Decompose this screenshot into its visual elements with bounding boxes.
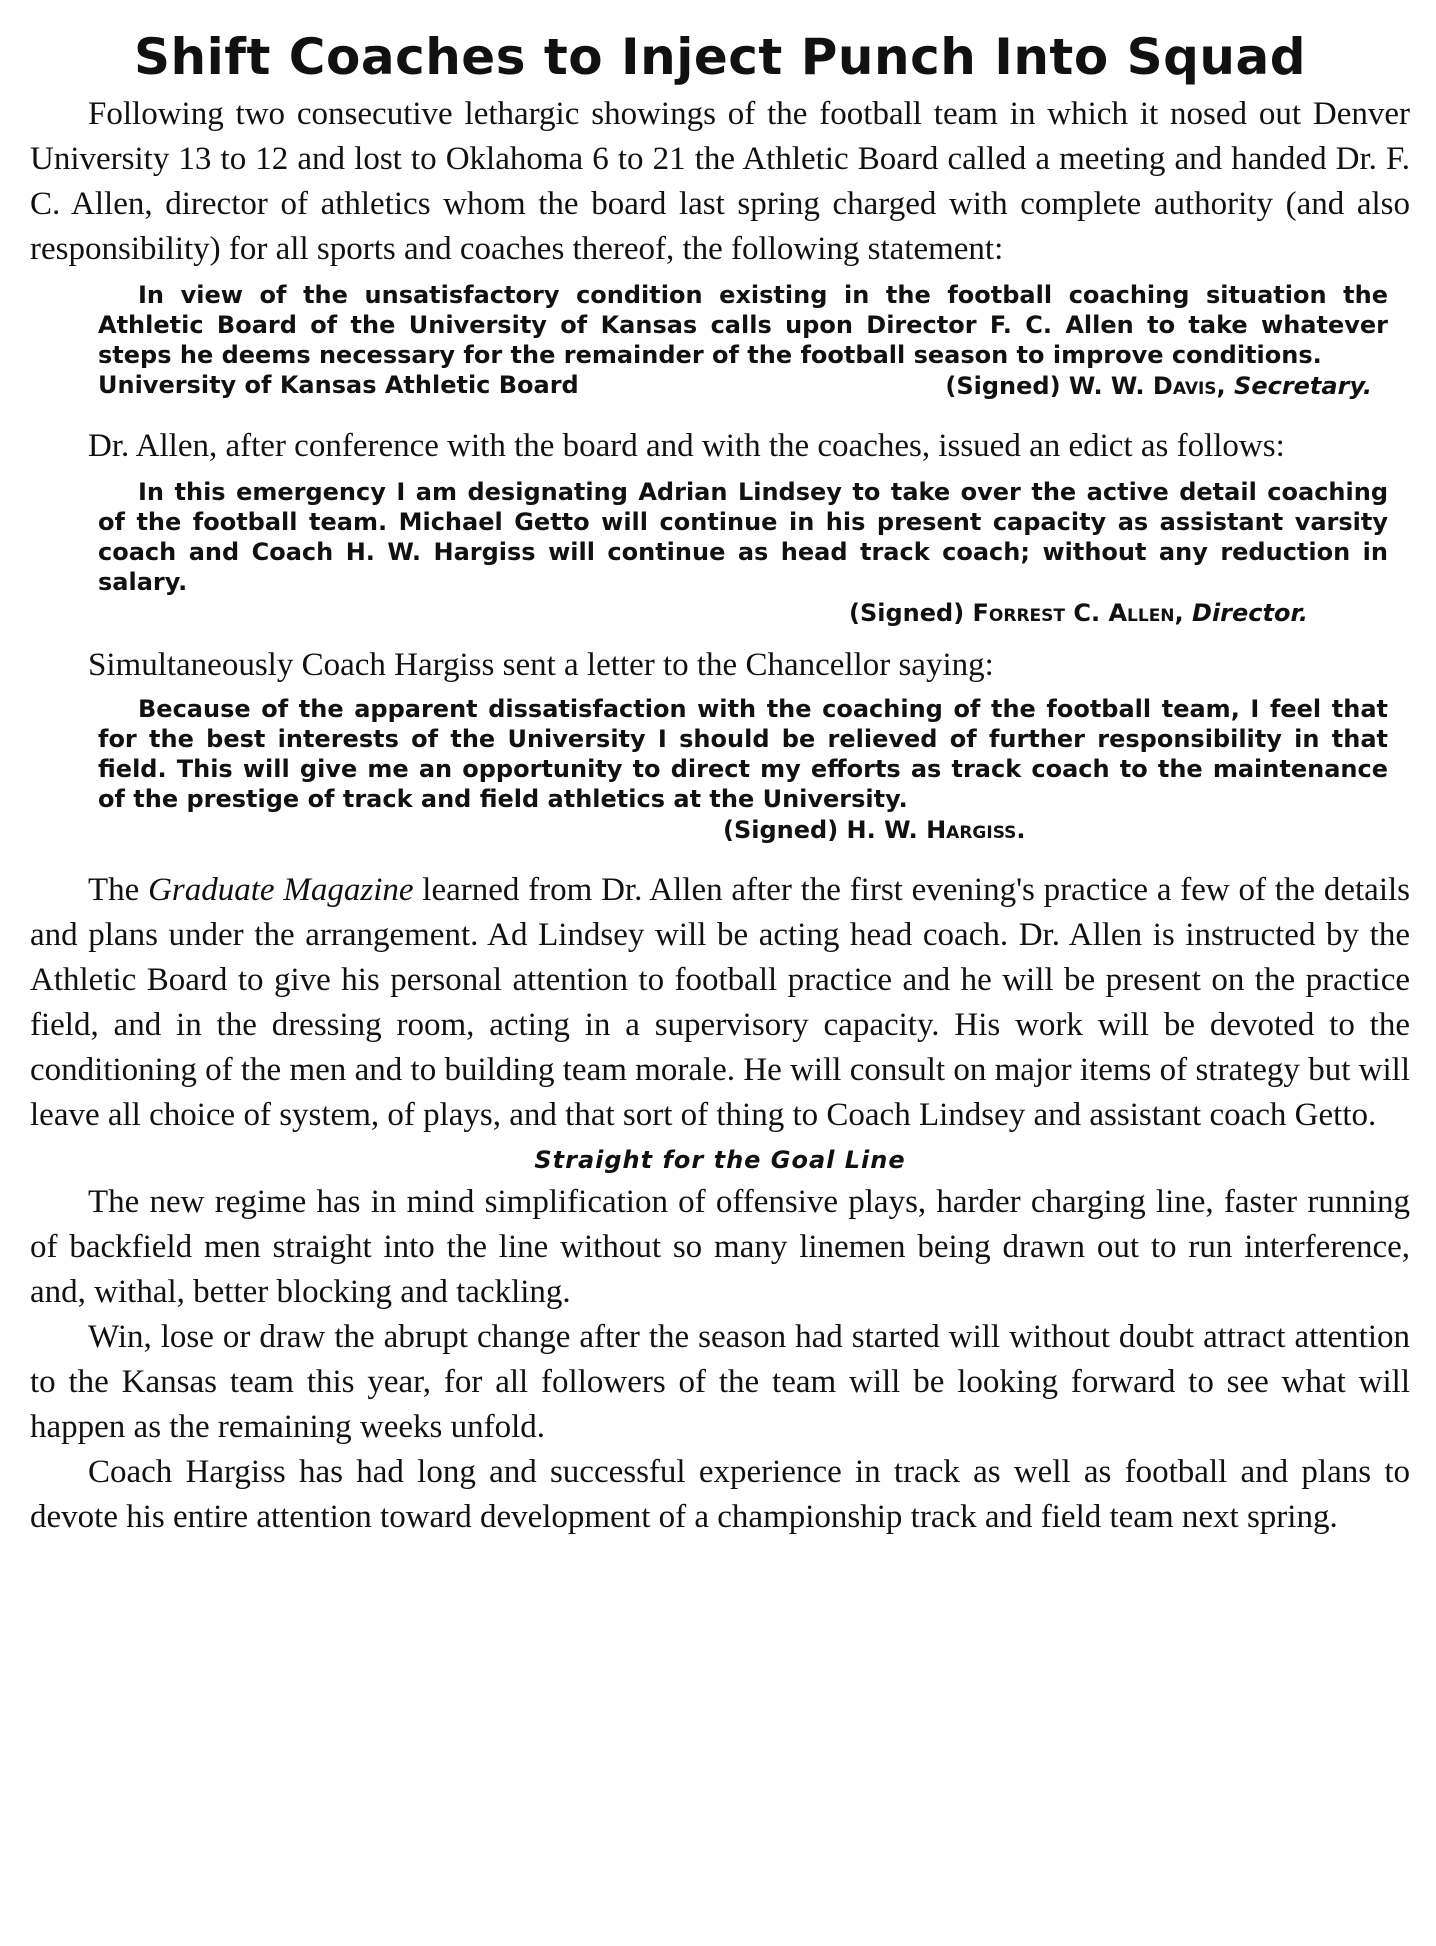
allen-edict: [98, 477, 1388, 629]
graduate-magazine-paragraph: [30, 868, 1410, 1138]
letter-intro-paragraph: Simultaneously Coach Hargiss sent a letter to the Chancellor saying:: [88, 647, 994, 683]
hargiss-letter: [98, 694, 1388, 846]
signer-name: H. W. Hargiss.: [846, 816, 1026, 844]
board-signature: [945, 370, 1372, 402]
magazine-name: Graduate Magazine: [148, 872, 414, 908]
signer-name: W. W. Davis,: [1068, 372, 1226, 400]
para-rest: learned from Dr. Allen after the first evening's practice a few of the details and plans under the arrangement. Ad Lindsey will be acting head coach. Dr. Allen is instructed by the Athletic Board to give his personal attention to football practice and he will be present on the practice field, and in the dressing room, acting in a supervisory capacity. His work will be devoted to the conditioning of the men and to building team morale. He will consult on major items of strategy but will leave all choice of system, of plays, and that sort of thing to Coach Lindsey and assistant coach Getto.: [30, 872, 1411, 1133]
signer-role: Secretary.: [1234, 372, 1372, 400]
edict-intro-paragraph: Dr. Allen, after conference with the board and with the coaches, issued an edict as follows:: [88, 428, 1285, 464]
para-lead: The: [88, 872, 149, 908]
intro-paragraph: Following two consecutive lethargic showings of the football team in which it nosed out Denver University 13 to 12 and lost to Oklahoma 6 to 21 the Athletic Board called a meeting and handed Dr. F. C. Allen, director of athletics whom the board last spring charged with complete authority (and also responsibility) for all sports and coaches thereof, the following statement:: [30, 96, 1410, 267]
edict-text: In this emergency I am designating Adrian Lindsey to take over the active detail coaching of the football team. Michael Getto will continue in his present capacity as assistant varsity coach and Coach H. W. Hargiss will continue as head track coach; without any reduction in salary.: [98, 478, 1388, 596]
attention-paragraph: Win, lose or draw the abrupt change after the season had started will without doubt attract attention to the Kansas team this year, for all followers of the team will be looking forward to see what will happen as the remaining weeks unfold.: [30, 1319, 1410, 1445]
signed-label: (Signed): [945, 372, 1061, 400]
article-title: Shift Coaches to Inject Punch Into Squad: [133, 28, 1307, 86]
hargiss-signature: [723, 814, 1388, 846]
athletic-board-statement: [98, 280, 1388, 402]
signer-name: Forrest C. Allen,: [972, 599, 1184, 627]
board-organization: University of Kansas Athletic Board: [98, 371, 579, 399]
hargiss-paragraph: Coach Hargiss has had long and successful experience in track as well as football and plans to devote his entire attention toward development of a championship track and field team next spring.: [30, 1454, 1410, 1535]
letter-text: Because of the apparent dissatisfaction with the coaching of the football team, I feel that for the best interests of the University I should be relieved of further responsibility in that field. This will give me an opportunity to direct my efforts as track coach to the maintenance of the prestige of track and field athletics at the University.: [98, 695, 1388, 813]
signed-label: (Signed): [849, 599, 965, 627]
board-statement-text: In view of the unsatisfactory condition existing in the football coaching situation the Athletic Board of the University of Kansas calls upon Director F. C. Allen to take whatever steps he deems necessary for the remainder of the football season to improve conditions.: [98, 281, 1388, 369]
section-subheading: Straight for the Goal Line: [534, 1146, 906, 1174]
regime-paragraph: The new regime has in mind simplification of offensive plays, harder charging line, faster running of backfield men straight into the line without so many linemen being drawn out to run interference, and, withal, better blocking and tackling.: [30, 1184, 1410, 1310]
board-signature-line: [98, 370, 1372, 402]
article-page: [30, 28, 1410, 1540]
signer-role: Director.: [1192, 599, 1308, 627]
signed-label: (Signed): [723, 816, 839, 844]
allen-signature: [98, 597, 1308, 629]
